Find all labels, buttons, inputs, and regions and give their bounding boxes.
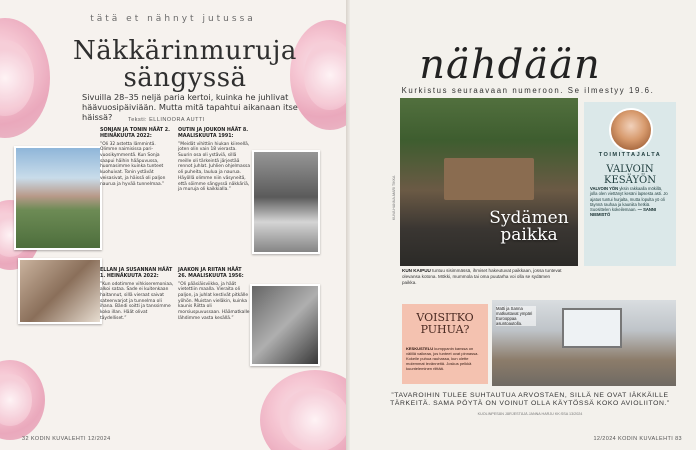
wedding-photo-vintage-2 (250, 284, 320, 366)
peony-flower-bottom-left (0, 360, 45, 440)
teaser-box (402, 304, 488, 384)
caption-body: tuntuu sisimmässä, ihmiset hakeutuvat paikkaan, jossa tuntevat olevansa kotona. Mökki, mummola tai oma puutarha voi olla se sydämen paikka. (402, 268, 562, 285)
preview-title: nähdään (419, 42, 601, 88)
section-body: ”Oli pääsiäisviikko, ja häät vietettiin maalla. Vieraita oli paljon, ja juhlat kestivät pitkälle yöhön. Muistan vieläkin, kuinka kaunis Riitta oli morsiuspuvussaan. Häämatkalle lähdimme vasta kesällä.” (178, 281, 250, 321)
article-section-1 (100, 128, 174, 190)
left-page (0, 0, 346, 450)
byline: Teksti: ELLINOORA AUTTI (128, 117, 205, 123)
section-kicker: tätä et nähnyt jutussa (90, 14, 256, 24)
editor-signature: — SANNI NIEMISTÖ (590, 207, 657, 218)
article-section-2 (178, 128, 250, 196)
editor-body (590, 186, 670, 218)
quote-source: KUOLINPESÄN JÄRJESTÄJÄ JANNA HARJU KK:SSA 13/2024 (477, 412, 583, 416)
editor-title-line-2: KESÄYÖN (604, 175, 656, 186)
feature-title-line-2: paikka (500, 225, 558, 245)
peony-flower-bottom-right (260, 370, 346, 450)
feature-caption (402, 268, 562, 285)
headline-line-1: Näkkärinmuruja (73, 36, 297, 66)
section-body: ”Oli 32 astetta lämmintä. Olimme naimisissa pari-vuosikymmentä. Kun Sonja saapui häihin hääpuvussa, huomasimme kuinka tunteet kuohuivat. Tonin ystävät veisasivat, ja häissä oli paljon naurua ja hyvää tunnelmaa.” (100, 141, 166, 187)
camper-van-photo (492, 300, 676, 386)
teaser-body (406, 346, 484, 371)
section-heading: ELLAN JA SUSANNAN HÄÄT 1. HEINÄKUUTA 2022: (100, 268, 173, 279)
editor-title (584, 164, 676, 186)
feature-title (486, 210, 572, 244)
page-folio-right: 12/2024 KODIN KUVALEHTI 83 (593, 436, 682, 442)
van-caption: Matti ja Sanna matkustavat ympäri Eurooppaa asuntoautolla. (496, 306, 536, 326)
pull-quote: ”TAVAROIHIN TULEE SUHTAUTUA ARVOSTAEN, SILLÄ NE OVAT IÄKKÄILLE TÄRKEITÄ. SAMA PÖYTÄ ON VOINUT OLLA KÄYTÖSSÄ KOKO AVIOLIITON.” (390, 392, 670, 408)
editor-kicker: TOIMITTAJALTA (598, 152, 662, 158)
article-section-4 (178, 268, 250, 325)
teaser-body-lead: KESKUSTELU (406, 346, 434, 351)
wedding-photo-couple (18, 258, 102, 324)
teaser-body-text: kumppanin kanssa on välillä vaikeaa, jos tunteet ovat pinnassa. Kokeile puhua rauhassa, kun olette molemmat levänneitä. Joskus pelkkä kuunteleminen riittää. (406, 346, 479, 372)
editor-body-lead: VALVOIN YÖN (590, 186, 619, 191)
section-body: ”Kun odotimme vihkiseremoniaa, alkoi sataa. Sade ei kuitenkaan haitannut, sillä vieraat saivat sateenvarjot ja tunnelma oli ihana. Bändi soitti ja tanssimme koko illan. Häät olivat täydelliset.” (100, 281, 174, 321)
page-headline (40, 38, 330, 92)
teaser-title-line-2: PUHUA? (420, 323, 470, 336)
article-section-3 (100, 268, 174, 325)
teaser-title (402, 312, 488, 336)
teaser-title-line-1: VOISITKO (416, 311, 474, 324)
editor-avatar (609, 108, 653, 152)
preview-strap: Kurkistus seuraavaan numeroon. Se ilmestyy 19.6. (401, 86, 655, 95)
section-heading: JAAKON JA RIITAN HÄÄT 26. MAALISKUUTA 1956: (178, 268, 244, 279)
wedding-photo-castle (14, 146, 102, 250)
section-body: ”Meidät vihittiin hiukan kiireellä, joten olin vain 18 vierasta. Suurin osa oli ystäviä, sillä meille oli tärkeintä järjestää rennot juhlat. Juhlien ohjelmassa oli puheita, laulua ja naurua. Häyöllä olimme niin väsyneitä, että söimme sängyssä näkkäriä, ja muruja oli kaikkialla.” (178, 141, 251, 193)
van-window (562, 308, 622, 348)
wedding-photo-vintage-1 (252, 150, 320, 254)
caption-lead: KUN KAIPUU (402, 268, 431, 273)
photo-credit: KUVA HANNA-MARI TIKKA (392, 175, 396, 220)
feature-title-line-1: Sydämen (489, 208, 569, 228)
editor-box (584, 102, 676, 266)
headline-line-2: sängyssä (123, 63, 247, 93)
section-heading: SONJAN JA TONIN HÄÄT 2. HEINÄKUUTA 2022: (100, 128, 170, 139)
section-heading: OUTIN JA JOUKON HÄÄT 8. MAALISKUUTA 1991: (178, 128, 249, 139)
editor-body-text: yksin rakkaalla mökillä, jolla olen viettänyt kesäni lapsesta asti. Jo ajatus tuntui hurjalta, mutta lopulta yö oli täynnä rauhaa ja kauniita hetkiä. Suosittelen kokeilemaan. (590, 186, 668, 213)
editor-title-line-1: VALVOIN (606, 164, 654, 175)
garden-table (444, 158, 534, 200)
page-folio-left: 32 KODIN KUVALEHTI 12/2024 (22, 436, 111, 442)
right-page (350, 0, 696, 450)
lede-text: Sivuilla 28–35 neljä paria kertoi, kuinka he juhlivat häävuosipäiviään. Mutta mitä tapahtui aikanaan itse häissä? (82, 92, 298, 122)
